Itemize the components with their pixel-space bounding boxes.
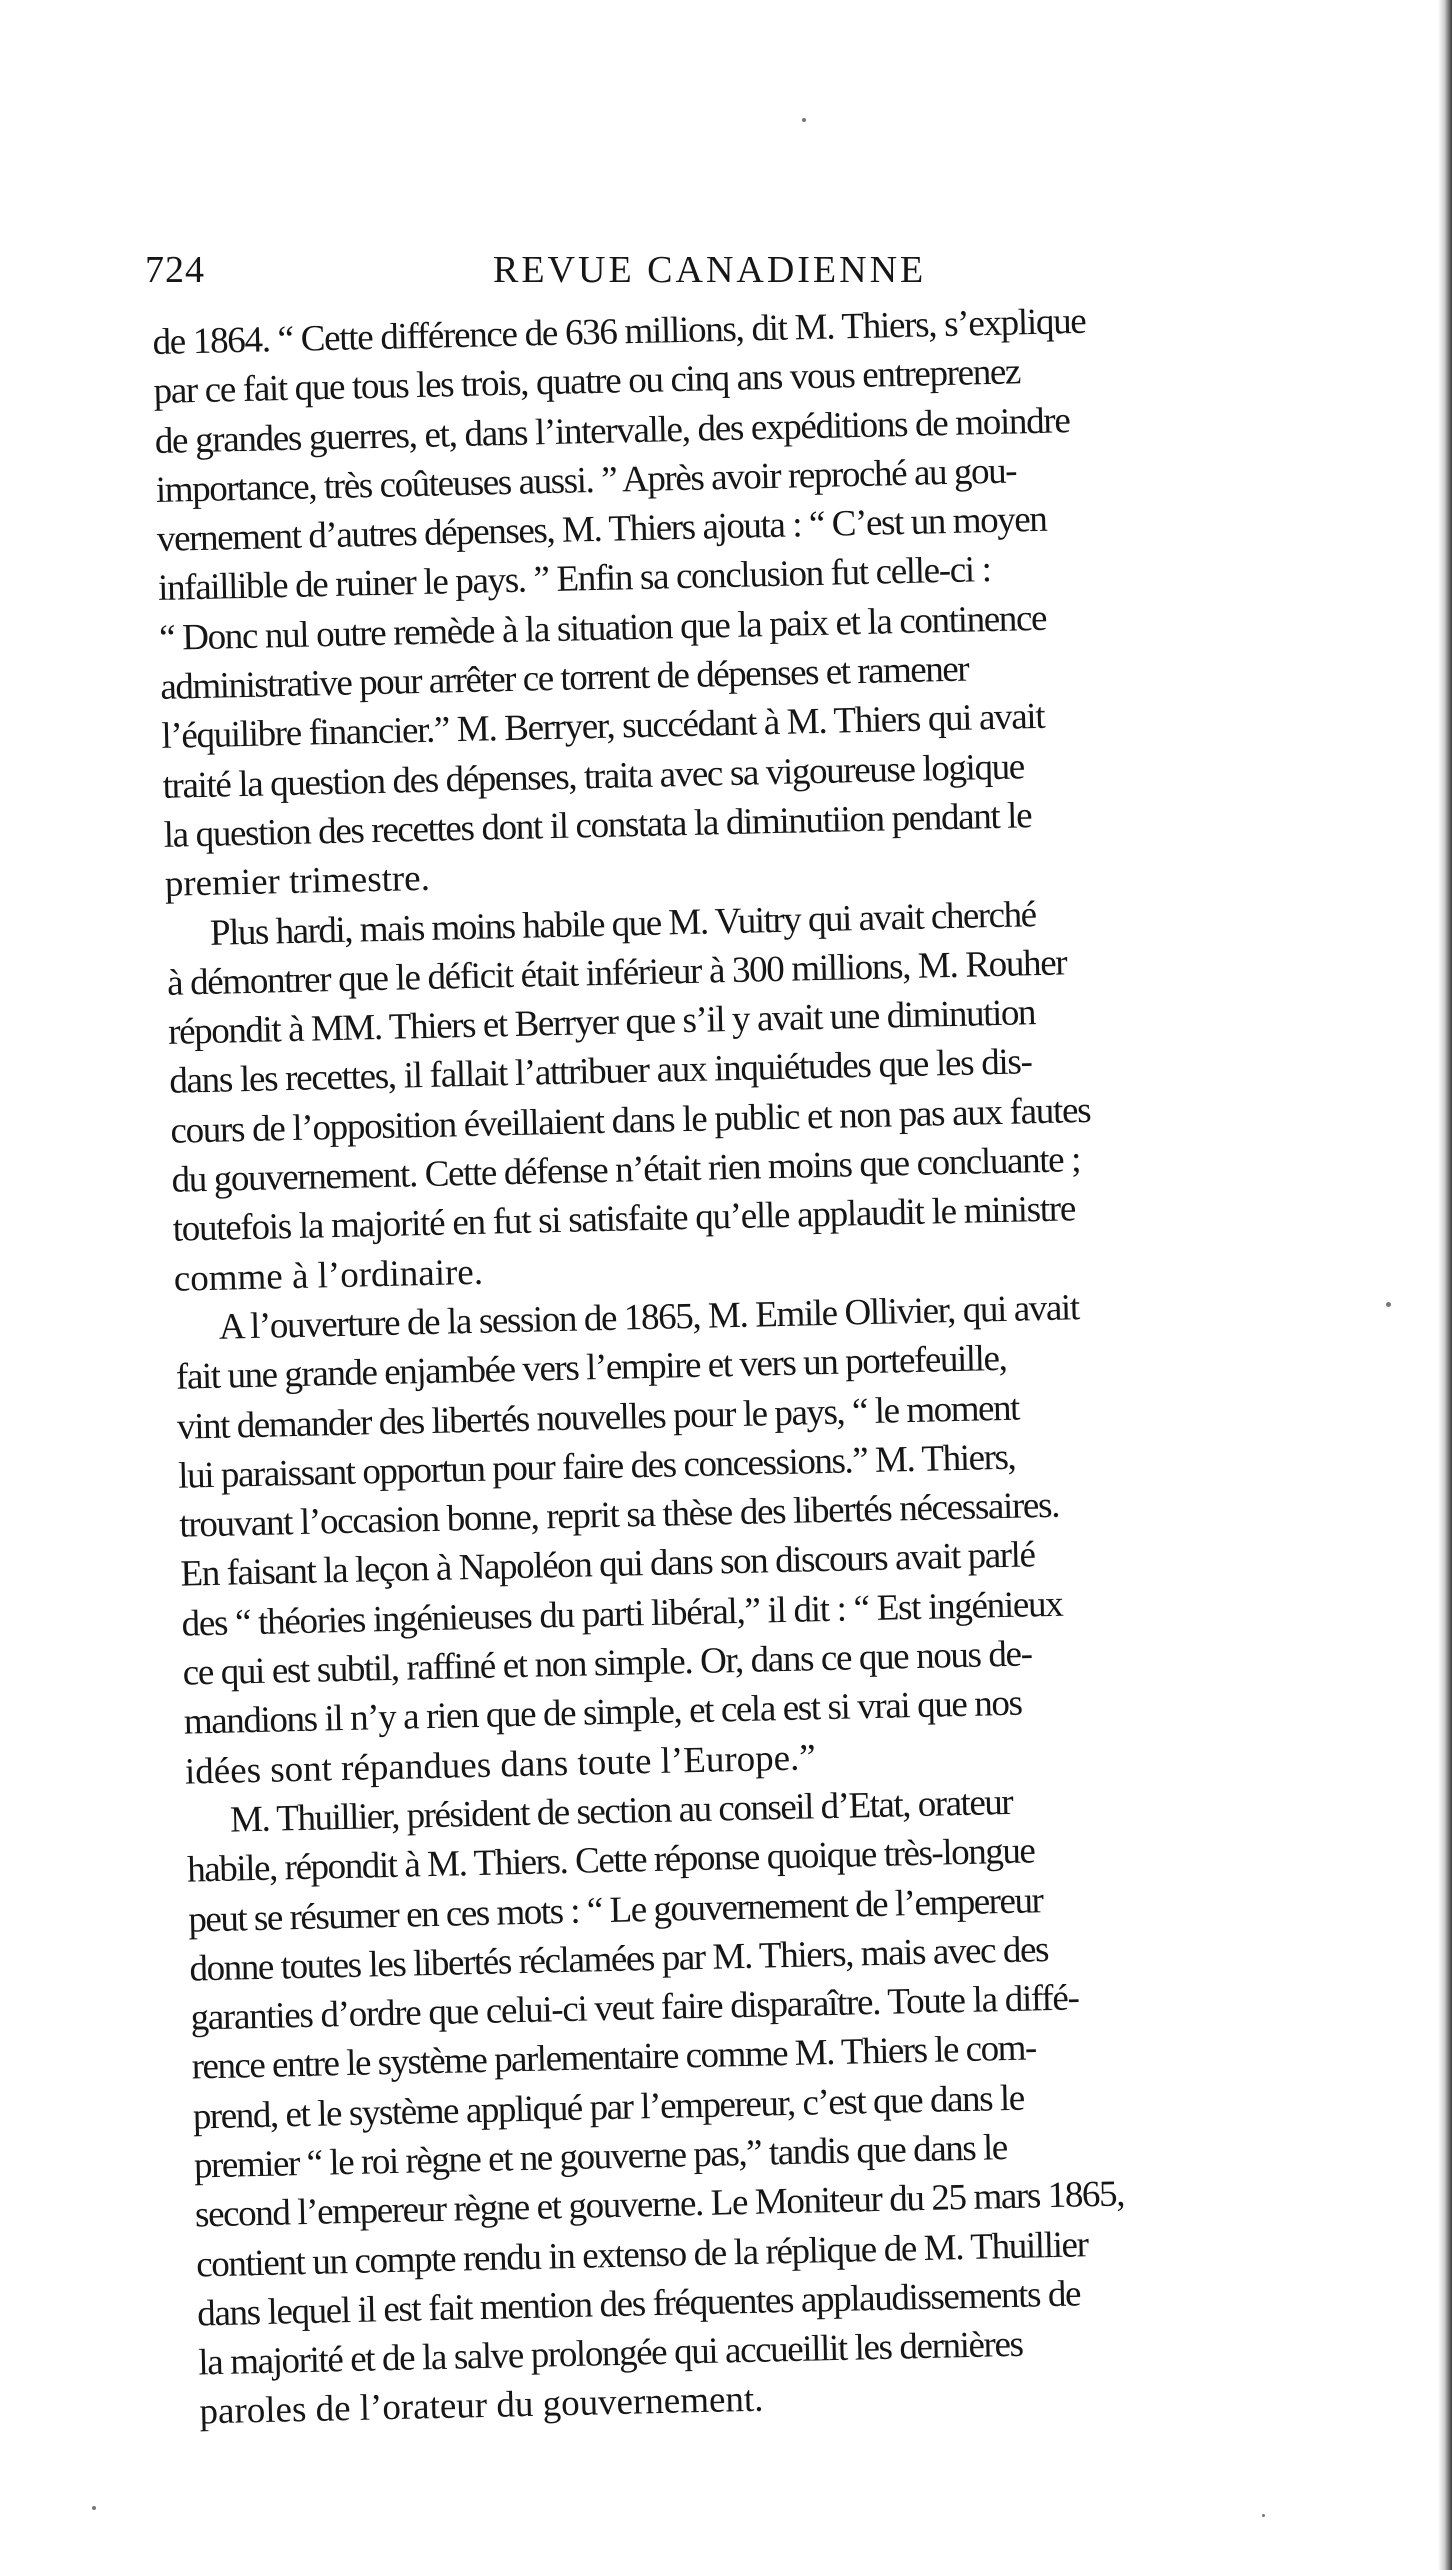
- body-text: [152, 291, 1380, 2437]
- paragraph: [186, 1770, 1380, 2437]
- text-line: garanties d’ordre que celui-ci veut faire disparaître. Toute la diffé-: [190, 1977, 1079, 2039]
- text-line: En faisant la leçon à Napoléon qui dans son discours avait parlé: [180, 1534, 1036, 1596]
- text-line: paroles de l’orateur du gouvernement.: [199, 2379, 764, 2433]
- text-line: A l’ouverture de la session de 1865, M. Emile Ollivier, qui avait: [218, 1287, 1080, 1348]
- text-line: fait une grande enjambée vers l’empire et vers un portefeuille,: [175, 1338, 1007, 1398]
- text-line: peut se résumer en ces mots : “ Le gouvernement de l’empereur: [187, 1879, 1043, 1941]
- text-line: habile, répondit à M. Thiers. Cette réponse quoique très-longue: [186, 1830, 1035, 1891]
- text-line: premier trimestre.: [164, 858, 431, 906]
- text-line: premier “ le roi règne et ne gouverne pas,” tandis que dans le: [193, 2127, 1008, 2187]
- text-line: des “ théories ingénieuses du parti libéral,” il dit : “ Est ingénieux: [181, 1583, 1063, 1645]
- text-line: rence entre le système parlementaire comme M. Thiers le com-: [191, 2027, 1037, 2088]
- text-line: traité la question des dépenses, traita avec sa vigoureuse logique: [162, 746, 1025, 807]
- running-title: REVUE CANADIENNE: [493, 249, 927, 291]
- text-line: Plus hardi, mais moins habile que M. Vuitry qui avait cherché: [209, 893, 1036, 954]
- text-line: vint demander des libertés nouvelles pour le pays, “ le moment: [176, 1387, 1020, 1448]
- text-line: à démontrer que le déficit était inférieur à 300 millions, M. Rouher: [166, 942, 1067, 1004]
- text-line: la question des recettes dont il constata la diminutiion pendant le: [163, 795, 1032, 856]
- dust-speck: [1262, 2514, 1265, 2517]
- dust-speck: [1386, 1302, 1391, 1307]
- paragraph: [174, 1277, 1365, 1797]
- text-line: infaillible de ruiner le pays. ” Enfin sa conclusion fut celle-ci :: [157, 549, 992, 610]
- text-line: cours de l’opposition éveillaient dans le public et non pas aux fautes: [169, 1089, 1091, 1152]
- text-line: donne toutes les libertés réclamées par M. Thiers, mais avec des: [188, 1928, 1049, 1990]
- text-line: comme à l’ordinaire.: [173, 1251, 484, 1300]
- text-line: dans lequel il est fait mention des fréquentes applaudissements de: [196, 2273, 1081, 2335]
- text-line: mandions il n’y a rien que de simple, et cela est si vrai que nos: [183, 1682, 1022, 1743]
- paragraph: [152, 291, 1345, 909]
- text-line: répondit à MM. Thiers et Berryer que s’il y avait une diminution: [167, 992, 1036, 1053]
- text-line: toutefois la majorité en fut si satisfaite qu’elle applaudit le ministre: [172, 1188, 1076, 1251]
- text-line: la majorité et de la salve prolongée qui accueillit les dernières: [197, 2323, 1023, 2384]
- text-line: importance, très coûteuses aussi. ” Après avoir reproché au gou-: [155, 450, 1017, 511]
- paragraph: [165, 883, 1354, 1304]
- text-line: l’équilibre financier.” M. Berryer, succédant à M. Thiers qui avait: [161, 696, 1045, 758]
- text-line: lui paraissant opportun pour faire des concessions.” M. Thiers,: [177, 1436, 1016, 1497]
- dust-speck: [92, 2506, 96, 2510]
- text-line: administrative pour arrêter ce torrent de dépenses et ramener: [159, 648, 969, 708]
- page-number: 724: [145, 249, 205, 291]
- text-line: dans les recettes, il fallait l’attribuer aux inquiétudes que les dis-: [168, 1041, 1033, 1103]
- text-line: vernement d’autres dépenses, M. Thiers ajouta : “ C’est un moyen: [156, 498, 1047, 561]
- text-line: contient un compte rendu in extenso de la réplique de M. Thuillier: [195, 2223, 1088, 2286]
- text-line: de grandes guerres, et, dans l’intervalle, des expéditions de moindre: [154, 399, 1070, 462]
- page-edge-shadow: [1438, 0, 1452, 2570]
- text-line: prend, et le système appliqué par l’empereur, c’est que dans le: [192, 2077, 1025, 2138]
- text-line: second l’empereur règne et gouverne. Le Moniteur du 25 mars 1865,: [194, 2173, 1125, 2236]
- text-line: trouvant l’occasion bonne, reprit sa thèse des libertés nécessaires.: [178, 1484, 1060, 1546]
- text-line: par ce fait que tous les trois, quatre ou cinq ans vous entreprenez: [153, 351, 1021, 413]
- text-line: ce qui est subtil, raffiné et non simple. Or, dans ce que nous de-: [182, 1633, 1033, 1694]
- text-line: “ Donc nul outre remède à la situation que la paix et la continence: [158, 597, 1047, 659]
- text-line: M. Thuillier, président de section au conseil d’Etat, orateur: [229, 1781, 1013, 1841]
- dust-speck: [802, 118, 806, 122]
- text-line: de 1864. “ Cette différence de 636 millions, dit M. Thiers, s’explique: [152, 300, 1086, 363]
- text-line: idées sont répandues dans toute l’Europe.”: [184, 1736, 817, 1793]
- text-line: du gouvernement. Cette défense n’était rien moins que concluante ;: [171, 1139, 1081, 1201]
